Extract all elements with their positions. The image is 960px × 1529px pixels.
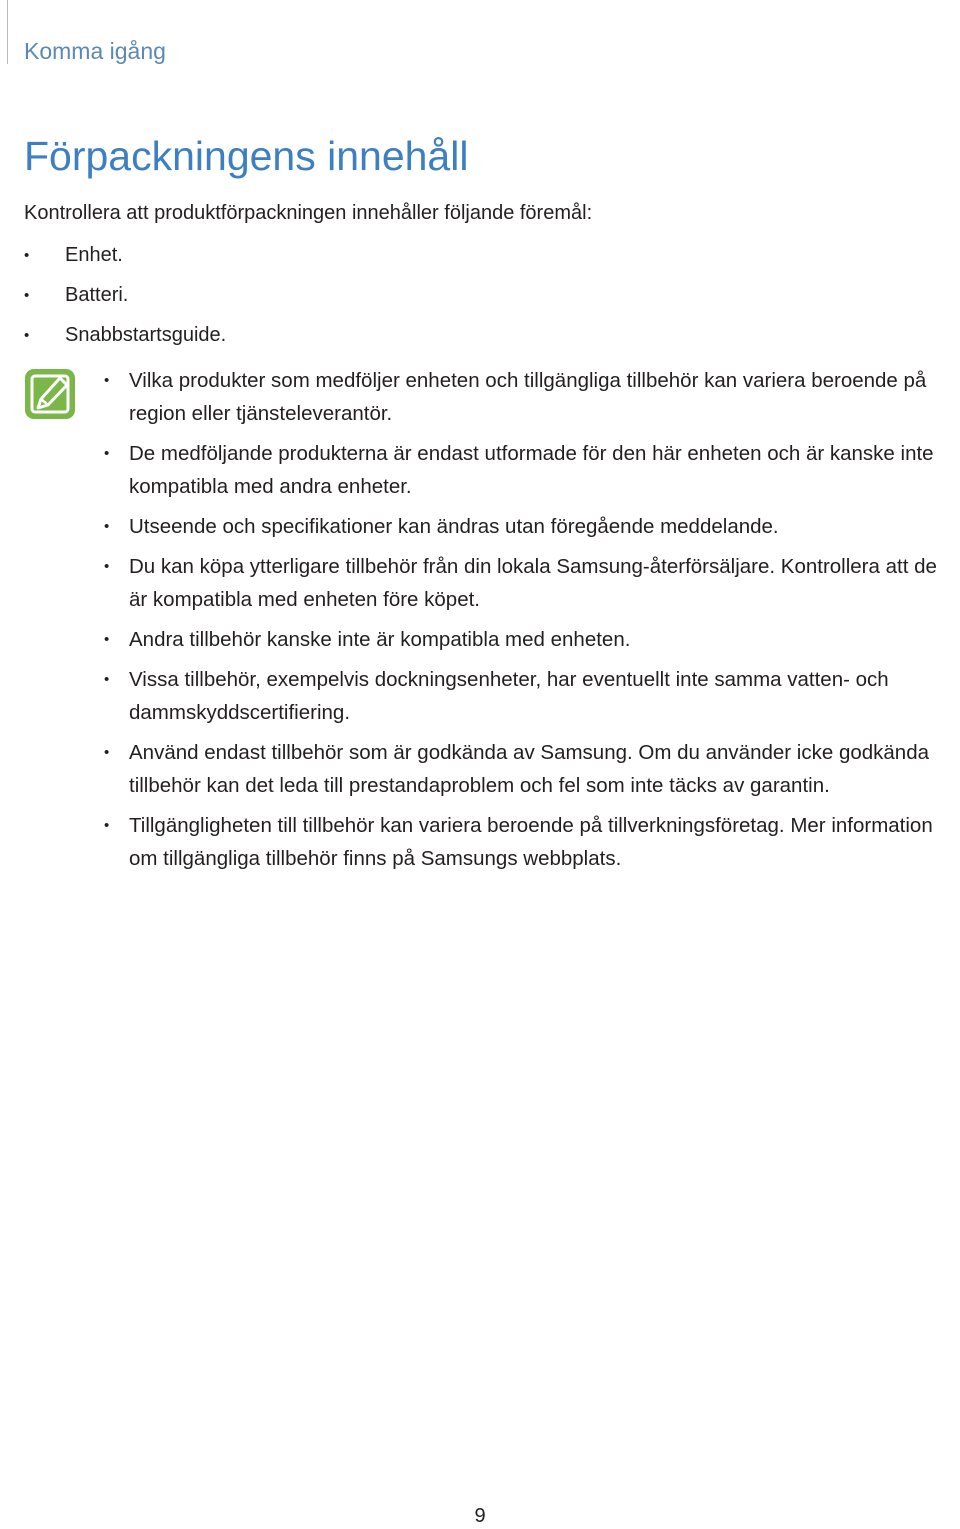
note-item-text: Använd endast tillbehör som är godkända av Samsung. Om du använder icke godkända tillbehör kan det leda till prestandaproblem och fel som inte täcks av garantin. (129, 741, 930, 797)
list-item (24, 319, 226, 359)
note-item-text: Andra tillbehör kanske inte är kompatibla med enheten. (129, 628, 631, 651)
page-number: 9 (474, 1505, 486, 1527)
bullet: • (104, 744, 110, 761)
notes-list (104, 364, 954, 882)
bullet: • (104, 631, 110, 648)
bullet: • (104, 372, 110, 389)
note-item (104, 510, 954, 543)
bullet: • (104, 671, 110, 688)
note-item (104, 550, 954, 616)
bullet: • (104, 558, 110, 575)
bullet: • (104, 445, 110, 462)
margin-rule (7, 0, 8, 64)
note-item (104, 364, 954, 430)
bullet: • (24, 327, 30, 344)
list-item (24, 279, 226, 319)
list-item-text: Batteri. (65, 284, 129, 306)
intro-text: Kontrollera att produktförpackningen innehåller följande föremål: (24, 202, 593, 224)
bullet: • (24, 247, 30, 264)
note-item (104, 663, 954, 729)
bullet: • (104, 518, 110, 535)
note-item (104, 809, 954, 875)
note-pencil-icon (24, 368, 76, 420)
bullet: • (24, 287, 30, 304)
list-item-text: Enhet. (65, 244, 123, 266)
note-item-text: Utseende och specifikationer kan ändras utan föregående meddelande. (129, 515, 779, 538)
note-item-text: Tillgängligheten till tillbehör kan variera beroende på tillverkningsföretag. Mer information om tillgängliga tillbehör finns på Samsungs webbplats. (129, 814, 933, 870)
package-contents-list (24, 239, 226, 359)
page-title: Förpackningens innehåll (24, 133, 469, 179)
note-item-text: Vissa tillbehör, exempelvis dockningsenheter, har eventuellt inte samma vatten- och dammskyddscertifiering. (129, 668, 889, 724)
list-item-text: Snabbstartsguide. (65, 324, 227, 346)
note-item-text: De medföljande produkterna är endast utformade för den här enheten och är kanske inte kompatibla med andra enheter. (129, 442, 934, 498)
note-item (104, 736, 954, 802)
note-item (104, 623, 954, 656)
bullet: • (104, 817, 110, 834)
section-header: Komma igång (24, 38, 166, 64)
list-item (24, 239, 226, 279)
note-item (104, 437, 954, 503)
note-item-text: Du kan köpa ytterligare tillbehör från din lokala Samsung-återförsäljare. Kontrollera att de är kompatibla med enheten före köpet. (129, 555, 937, 611)
note-item-text: Vilka produkter som medföljer enheten och tillgängliga tillbehör kan variera beroende på region eller tjänsteleverantör. (129, 369, 927, 425)
